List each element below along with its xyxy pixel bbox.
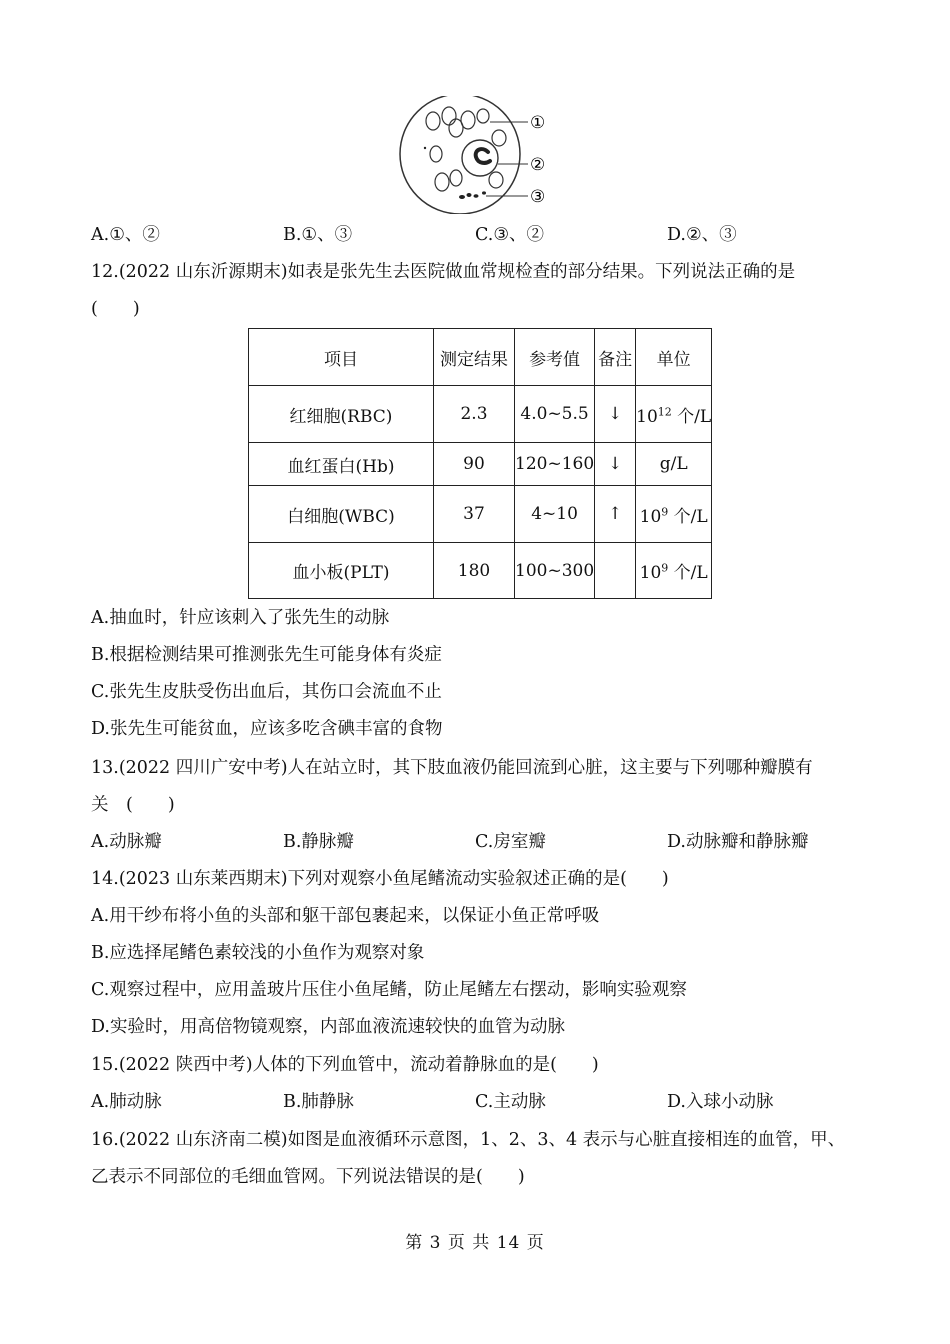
q11-option-b: B.①、③ bbox=[283, 225, 353, 245]
q16-stem: 16.(2022 山东济南二模)如图是血液循环示意图，1、2、3、4 表示与心脏直接相连的血管，甲、 bbox=[91, 1130, 846, 1150]
header-item: 项目 bbox=[249, 329, 434, 386]
platelets bbox=[459, 191, 486, 199]
q15-option-d: D.入球小动脉 bbox=[667, 1092, 774, 1112]
cell-unit bbox=[636, 543, 712, 599]
red-blood-cell bbox=[426, 112, 440, 130]
q12-stem-bracket: ( ) bbox=[91, 299, 140, 319]
cell-unit bbox=[636, 486, 712, 543]
q13-option-a: A.动脉瓣 bbox=[91, 832, 162, 852]
red-blood-cell bbox=[489, 172, 503, 188]
q11-option-d: D.②、③ bbox=[667, 225, 737, 245]
unit-tail: 个/L bbox=[668, 563, 708, 583]
cell-note: ↑ bbox=[595, 486, 636, 543]
red-blood-cell bbox=[461, 111, 475, 129]
q15-stem: 15.(2022 陕西中考)人体的下列血管中，流动着静脉血的是( ) bbox=[91, 1055, 599, 1075]
unit-base: 10 bbox=[636, 406, 658, 427]
header-result: 测定结果 bbox=[434, 329, 515, 386]
cell-reference: 100~300 bbox=[515, 543, 595, 599]
page-footer: 第 3 页 共 14 页 bbox=[405, 1233, 545, 1253]
cell-note bbox=[595, 543, 636, 599]
cell-reference: 4.0~5.5 bbox=[515, 386, 595, 443]
q16-stem-line2: 乙表示不同部位的毛细血管网。下列说法错误的是( ) bbox=[91, 1167, 525, 1187]
unit-exponent: 12 bbox=[657, 404, 672, 418]
cell-unit bbox=[636, 443, 712, 486]
unit-tail: 个/L bbox=[668, 506, 708, 527]
red-blood-cell bbox=[477, 109, 489, 123]
blood-smear-figure bbox=[398, 96, 568, 214]
red-blood-cell bbox=[442, 107, 456, 125]
q13-option-d: D.动脉瓣和静脉瓣 bbox=[667, 832, 809, 852]
unit-tail: 个/L bbox=[671, 406, 712, 427]
cell-item: 红细胞(RBC) bbox=[249, 386, 434, 443]
table-row bbox=[249, 543, 712, 599]
cell-item: 血小板(PLT) bbox=[249, 543, 434, 599]
label-2: ② bbox=[530, 155, 546, 175]
q13-stem-line2: 关 ( ) bbox=[91, 795, 175, 815]
unit-exponent: 9 bbox=[661, 561, 669, 575]
unit-base: g/L bbox=[659, 454, 688, 474]
red-blood-cell bbox=[435, 173, 449, 191]
q11-option-c: C.③、② bbox=[475, 225, 545, 245]
cell-item: 白细胞(WBC) bbox=[249, 486, 434, 543]
q15-option-a: A.肺动脉 bbox=[91, 1092, 162, 1112]
cell-result: 2.3 bbox=[434, 386, 515, 443]
unit-exponent: 9 bbox=[661, 504, 669, 518]
white-blood-cell-nucleus bbox=[476, 149, 490, 163]
label-1: ① bbox=[530, 113, 546, 133]
q14-option-d: D.实验时，用高倍物镜观察，内部血液流速较快的血管为动脉 bbox=[91, 1017, 565, 1037]
q14-stem: 14.(2023 山东莱西期末)下列对观察小鱼尾鳍流动实验叙述正确的是( ) bbox=[91, 869, 669, 889]
q15-option-b: B.肺静脉 bbox=[283, 1092, 354, 1112]
cell-result: 37 bbox=[434, 486, 515, 543]
cell-item: 血红蛋白(Hb) bbox=[249, 443, 434, 486]
q12-option-b: B.根据检测结果可推测张先生可能身体有炎症 bbox=[91, 645, 442, 665]
q13-option-c: C.房室瓣 bbox=[475, 832, 546, 852]
q14-option-c: C.观察过程中，应用盖玻片压住小鱼尾鳍，防止尾鳍左右摆动，影响实验观察 bbox=[91, 980, 687, 1000]
red-blood-cell bbox=[492, 130, 506, 146]
table-row bbox=[249, 386, 712, 443]
q12-option-d: D.张先生可能贫血，应该多吃含碘丰富的食物 bbox=[91, 719, 443, 739]
unit-base: 10 bbox=[639, 563, 662, 583]
q14-option-a: A.用干纱布将小鱼的头部和躯干部包裹起来，以保证小鱼正常呼吸 bbox=[91, 906, 600, 926]
table-row bbox=[249, 443, 712, 486]
blood-test-table bbox=[248, 328, 712, 599]
q14-option-b: B.应选择尾鳍色素较浅的小鱼作为观察对象 bbox=[91, 943, 425, 963]
header-note: 备注 bbox=[595, 329, 636, 386]
cell-reference: 120~160 bbox=[515, 443, 595, 486]
cell-note: ↓ bbox=[595, 386, 636, 443]
cell-note: ↓ bbox=[595, 443, 636, 486]
red-blood-cell bbox=[450, 170, 462, 186]
table-header-row bbox=[249, 329, 712, 386]
q13-option-b: B.静脉瓣 bbox=[283, 832, 354, 852]
q13-stem: 13.(2022 四川广安中考)人在站立时，其下肢血液仍能回流到心脏，这主要与下列哪种瓣膜有 bbox=[91, 758, 813, 778]
q15-option-c: C.主动脉 bbox=[475, 1092, 546, 1112]
red-blood-cell bbox=[430, 146, 442, 162]
q12-option-c: C.张先生皮肤受伤出血后，其伤口会流血不止 bbox=[91, 682, 442, 702]
table-row bbox=[249, 486, 712, 543]
cell-result: 180 bbox=[434, 543, 515, 599]
cell-result: 90 bbox=[434, 443, 515, 486]
q11-option-a: A.①、② bbox=[91, 225, 160, 245]
cell-unit bbox=[636, 386, 712, 443]
header-unit: 单位 bbox=[636, 329, 712, 386]
label-3: ③ bbox=[530, 187, 546, 207]
q12-stem: 12.(2022 山东沂源期末)如表是张先生去医院做血常规检查的部分结果。下列说法正确的是 bbox=[91, 262, 796, 282]
white-blood-cell bbox=[462, 140, 498, 176]
header-reference: 参考值 bbox=[515, 329, 595, 386]
cell-reference: 4~10 bbox=[515, 486, 595, 543]
q12-option-a: A.抽血时，针应该刺入了张先生的动脉 bbox=[91, 608, 390, 628]
unit-base: 10 bbox=[639, 506, 662, 527]
